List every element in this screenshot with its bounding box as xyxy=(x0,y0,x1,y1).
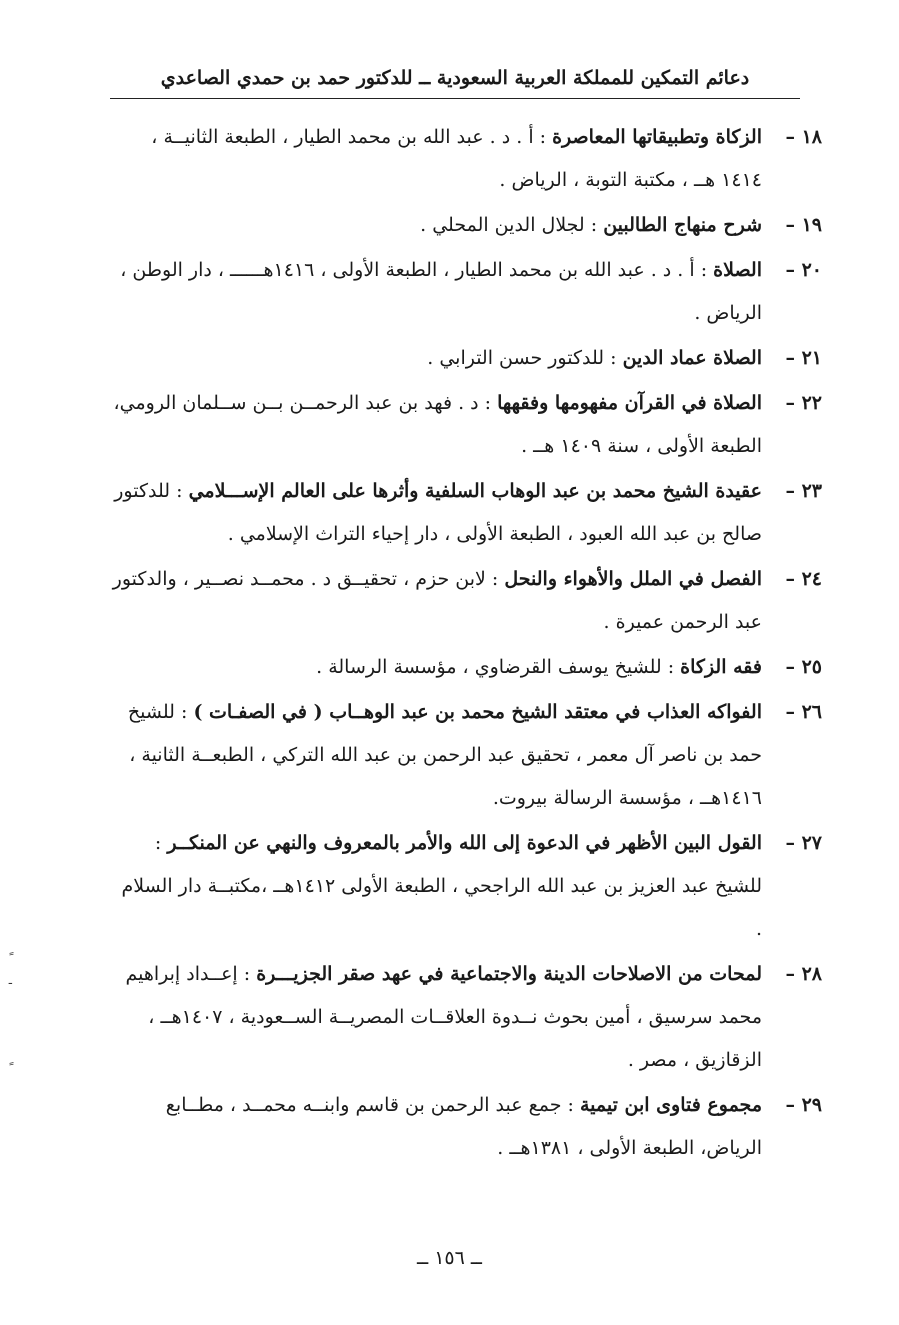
entry-details: : جمع عبد الرحمن بن قاسم وابنــه محمــد ، مطــابع الرياض، الطبعة الأولى ، ١٣٨١هــ . xyxy=(165,1094,762,1159)
entry-title: الصلاة xyxy=(713,259,762,281)
entry-details: : لابن حزم ، تحقيــق د . محمــد نصــير ، والدكتور عبد الرحمن عميرة . xyxy=(112,568,762,633)
entry-details: : للدكتور حسن الترابي . xyxy=(427,347,617,369)
entry-title: الزكاة وتطبيقاتها المعاصرة xyxy=(552,126,762,148)
entry-details: : إعــداد إبراهيم محمد سرسيق ، أمين بحوث نــدوة العلاقــات المصريــة الســعودية ، ١٤٠٧هــ ، الزقازيق ، مصر . xyxy=(125,963,762,1071)
entry-number: ٢٩ – xyxy=(785,1094,822,1116)
entry-title: القول البين الأظهر في الدعوة إلى الله والأمر بالمعروف والنهي عن المنكــر xyxy=(167,832,762,854)
entry-details: : للشيخ يوسف القرضاوي ، مؤسسة الرسالة . xyxy=(316,656,675,678)
entry-details: : للشيخ حمد بن ناصر آل معمر ، تحقيق عبد الرحمن بن عبد الله التركي ، الطبعــة الثانية ، ١٤١٦هــ ، مؤسسة الرسالة بيروت. xyxy=(127,701,762,809)
entry-title: الفصل في الملل والأهواء والنحل xyxy=(504,568,762,590)
bibliography-entry xyxy=(110,116,822,202)
entry-number: ٢٦ – xyxy=(785,701,822,723)
entry-details: : د . فهد بن عبد الرحمــن بــن ســلمان الرومي، الطبعة الأولى ، سنة ١٤٠٩ هــ . xyxy=(113,392,762,457)
entry-title: الصلاة عماد الدين xyxy=(622,347,762,369)
entry-number: ٢٥ – xyxy=(785,656,822,678)
bibliography-entry xyxy=(110,822,822,951)
entry-details: : لجلال الدين المحلي . xyxy=(420,214,598,236)
bibliography-entry xyxy=(110,382,822,468)
bibliography-list xyxy=(110,116,822,1172)
bibliography-entry xyxy=(110,204,822,247)
entry-title: الصلاة في القرآن مفهومها وفقهها xyxy=(497,392,762,414)
entry-number: ١٨ – xyxy=(785,126,822,148)
entry-title: فقه الزكاة xyxy=(680,656,762,678)
bibliography-entry xyxy=(110,470,822,556)
entry-number: ٢١ – xyxy=(785,347,822,369)
entry-number: ٢٧ – xyxy=(785,832,822,854)
page-number: ــ ١٥٦ ــ xyxy=(417,1247,482,1269)
entry-number: ١٩ – xyxy=(785,214,822,236)
bibliography-entry xyxy=(110,691,822,820)
entry-number: ٢٣ – xyxy=(785,480,822,502)
margin-mark: ‑ xyxy=(8,975,13,991)
bibliography-entry xyxy=(110,646,822,689)
entry-title: لمحات من الاصلاحات الدينة والاجتماعية في عهد صقر الجزيـــرة xyxy=(256,963,762,985)
entry-title: مجموع فتاوى ابن تيمية xyxy=(579,1094,762,1116)
entry-details: : للدكتور صالح بن عبد الله العبود ، الطبعة الأولى ، دار إحياء التراث الإسلامي . xyxy=(114,480,762,545)
bibliography-entry xyxy=(110,558,822,644)
entry-number: ٢٠ – xyxy=(785,259,822,281)
entry-title: شرح منهاج الطالبين xyxy=(603,214,762,236)
entry-details: : أ . د . عبد الله بن محمد الطيار ، الطبعة الثانيــة ، ١٤١٤ هــ ، مكتبة التوبة ، الرياض . xyxy=(151,126,762,191)
entry-title: عقيدة الشيخ محمد بن عبد الوهاب السلفية وأثرها على العالم الإســـلامي xyxy=(188,480,762,502)
bibliography-entry xyxy=(110,337,822,380)
header-divider xyxy=(110,98,800,99)
entry-number: ٢٨ – xyxy=(785,963,822,985)
entry-title: الفواكه العذاب في معتقد الشيخ محمد بن عبد الوهــاب ( في الصفـات ) xyxy=(193,701,762,723)
running-header: دعائم التمكين للمملكة العربية السعودية ــ للدكتور حمد بن حمدي الصاعدي xyxy=(160,67,750,89)
bibliography-entry xyxy=(110,953,822,1082)
entry-details: : للشيخ عبد العزيز بن عبد الله الراجحي ، الطبعة الأولى ١٤١٢هــ ،مكتبــة دار السلام . xyxy=(121,832,762,940)
entry-number: ٢٢ – xyxy=(785,392,822,414)
bibliography-entry xyxy=(110,1084,822,1170)
entry-number: ٢٤ – xyxy=(785,568,822,590)
entry-details: : أ . د . عبد الله بن محمد الطيار ، الطبعة الأولى ، ١٤١٦هــــــ ، دار الوطن ، الرياض . xyxy=(120,259,762,324)
bibliography-entry xyxy=(110,249,822,335)
